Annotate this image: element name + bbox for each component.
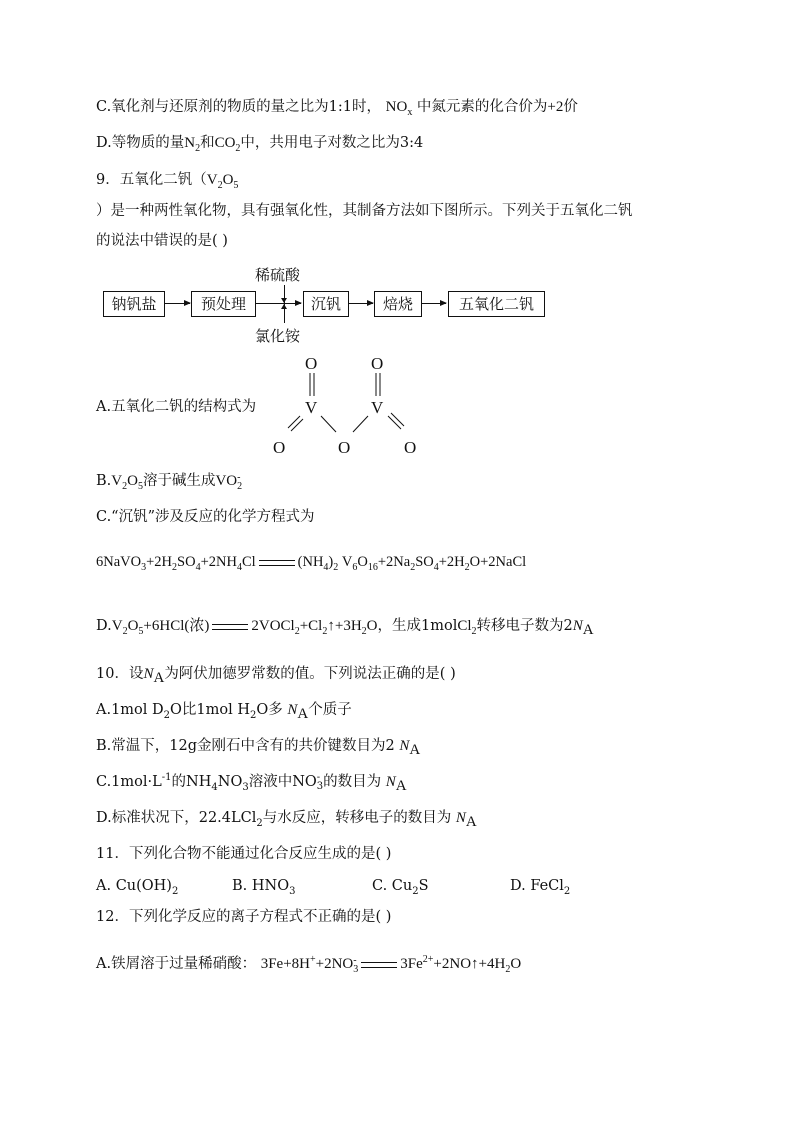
- q9-option-c-equation: $6NaVO_3+2H_2SO_4+2NH_4Cl$ $(NH_4)_2$ $V_6O_{16}+2Na_2SO_4+2H_2O+2NaCl$: [96, 554, 527, 573]
- q11-stem: 11．下列化合物不能通过化合反应生成的是( ): [96, 846, 392, 862]
- q9-stem-line2: ）是一种两性氧化物，具有强氧化性，其制备方法如下图所示。下列关于五氧化二钒: [96, 203, 633, 219]
- arrow-down-icon: [281, 298, 287, 303]
- box-sodium-vanadate: 钠钒盐: [103, 291, 165, 317]
- q10-option-a: A.1mol $D_2O$比1mol $H_2O$多 $N_A$个质子: [96, 702, 352, 722]
- q12-option-a: A.铁屑溶于过量稀硝酸： 3Fe+8H++2NO - 3 $3Fe^{2+}+2NO↑+4H_2O$: [96, 954, 522, 975]
- q10-option-d: D.标准状况下，22.4LCl$_2$与水反应，转移电子的数目为 $N_A$: [96, 810, 477, 830]
- v2o5-structural-formula: O O V V O O O: [268, 352, 428, 462]
- flow-arrow: [422, 303, 446, 304]
- q10-option-b: B.常温下，12g金刚石中含有的共价键数目为2 $N_A$: [96, 738, 421, 758]
- q11-option-d: D. FeCl$_2$: [510, 878, 571, 897]
- q9-stem-line1: 9．五氧化二钒（$V_2O_5$: [96, 172, 239, 191]
- q9-option-c: C.“沉钒”涉及反应的化学方程式为: [96, 509, 315, 525]
- reagent-ammonium-chloride: 氯化铵: [255, 327, 301, 345]
- q9-option-d: $D.V_2O_5+6HCl$(浓) $2VOCl_2+Cl_2↑+3H_2O$，生成1molCl$_2$转移电子数为$2N_A$: [96, 618, 594, 638]
- q10-option-c: $C.1mol\cdot L^{-1}$的$NH_4NO_3$溶液中NO - 3 的数目为 $N_A$: [96, 772, 407, 794]
- q11-option-a: A. $Cu(OH)_2$: [96, 878, 179, 897]
- flow-arrow: [256, 303, 301, 304]
- q9-option-b: $B.V_2O_5$溶于碱生成VO - 2: [96, 471, 243, 492]
- reagent-dilute-sulfuric-acid: 稀硫酸: [255, 266, 301, 284]
- q11-option-c: C. $Cu_2S$: [372, 878, 429, 897]
- q8-option-c: C.氧化剂与还原剂的物质的量之比为1:1时， $NO_x$ 中氮元素的化合价为+2价: [96, 99, 578, 118]
- arrow-up-icon: [281, 304, 287, 309]
- nox-formula: $NO_x$: [385, 99, 413, 118]
- q9-stem-line3: 的说法中错误的是( ): [96, 233, 228, 249]
- box-vanadium-precipitation: 沉钒: [303, 291, 349, 317]
- q11-options: [96, 876, 570, 896]
- q9-option-a: A.五氧化二钒的结构式为: [96, 399, 257, 415]
- q11-option-b: B. $HNO_3$: [232, 878, 296, 897]
- equals-sign: [361, 962, 397, 968]
- flow-arrow: [349, 303, 373, 304]
- equals-sign: [212, 624, 248, 630]
- equals-sign: [259, 560, 295, 566]
- box-vanadium-pentoxide: 五氧化二钒: [448, 291, 545, 317]
- q10-stem: 10．设$N_A$为阿伏加德罗常数的值。下列说法正确的是( ): [96, 666, 456, 686]
- q8-option-d: D.等物质的量$N_2$和$CO_2$中，共用电子对数之比为3:4: [96, 135, 424, 154]
- flow-arrow: [165, 303, 190, 304]
- box-roasting: 焙烧: [374, 291, 422, 317]
- q12-stem: 12．下列化学反应的离子方程式不正确的是( ): [96, 909, 392, 925]
- box-pretreatment: 预处理: [191, 291, 256, 317]
